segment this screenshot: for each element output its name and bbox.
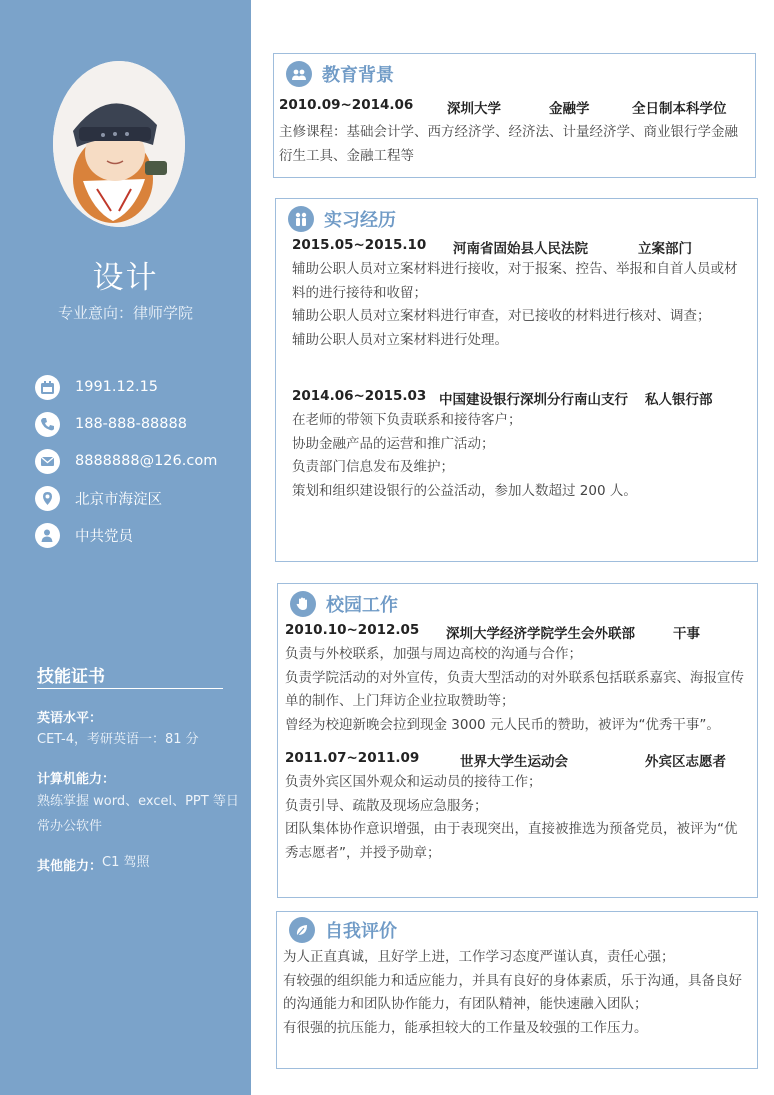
computer-label: 计算机能力： <box>37 772 116 787</box>
avatar <box>53 61 185 227</box>
education-entry-head <box>279 97 749 117</box>
entry-line: 单的制作、上门拜访企业拉取赞助等； <box>285 693 515 709</box>
skills-divider <box>37 688 223 689</box>
birthdate-text: 1991.12.15 <box>75 379 159 395</box>
entry-organization: 中国建设银行深圳分行南山支行 <box>439 392 628 408</box>
campus-section <box>277 583 758 898</box>
entry-date: 2015.05~2015.10 <box>292 237 427 253</box>
other-text: C1 驾照 <box>102 855 150 870</box>
contact-birthdate <box>35 374 158 400</box>
entry-date: 2010.10~2012.05 <box>285 622 420 638</box>
self-evaluation-body <box>283 946 742 1040</box>
entry-line: 协助金融产品的运营和推广活动； <box>292 435 495 452</box>
address-text: 北京市海淀区 <box>75 491 162 508</box>
people-icon <box>288 206 314 232</box>
entry-role: 外宾区志愿者 <box>645 754 726 770</box>
computer-text-2: 常办公软件 <box>37 819 103 834</box>
self-evaluation-header <box>289 917 397 943</box>
entry-line: 策划和组织建设银行的公益活动，参加人数超过 200 人。 <box>292 482 637 499</box>
education-section <box>273 53 756 178</box>
internship-entry-head <box>292 237 752 257</box>
entry-line: 秀志愿者”，并授予勋章； <box>285 844 441 861</box>
entry-line: 辅助公职人员对立案材料进行审查，对已接收的材料进行核对、调查； <box>292 308 711 324</box>
contact-address <box>35 485 162 511</box>
education-major: 金融学 <box>549 101 590 117</box>
entry-line: 负责学院活动的对外宣传，负责大型活动的对外联系包括联系嘉宾、海报宣传 <box>285 669 744 686</box>
email-text: 8888888@126.com <box>75 453 218 469</box>
contact-political-status <box>35 522 133 548</box>
courses-line: 主修课程：基础会计学、西方经济学、经济法、计量经济学、商业银行学金融 <box>279 124 738 140</box>
other-label: 其他能力： <box>37 859 103 874</box>
entry-organization: 河南省固始县人民法院 <box>453 241 588 257</box>
campus-entry-head <box>285 622 750 642</box>
user-icon <box>35 523 60 548</box>
internship-section <box>275 198 758 562</box>
education-school: 深圳大学 <box>447 101 501 117</box>
entry-role: 立案部门 <box>638 241 692 257</box>
education-courses <box>279 121 738 168</box>
contact-phone <box>35 411 187 437</box>
phone-icon <box>35 412 60 437</box>
internship-header <box>288 206 396 232</box>
phone-text: 188-888-88888 <box>75 416 187 432</box>
entry-line: 辅助公职人员对立案材料进行接收，对于报案、控告、举报和自首人员或材 <box>292 261 738 277</box>
entry-line: 负责引导、疏散及现场应急服务； <box>285 797 488 814</box>
contact-email <box>35 448 217 474</box>
political-status-text: 中共党员 <box>75 528 133 545</box>
entry-line: 曾经为校迎新晚会拉到现金 3000 元人民币的赞助，被评为“优秀干事”。 <box>285 716 720 733</box>
evaluation-line: 有较强的组织能力和适应能力，并具有良好的身体素质，乐于沟通，具备良好 <box>283 972 742 989</box>
entry-line: 料的进行接待和收留； <box>292 284 427 301</box>
entry-line: 团队集体协作意识增强，由于表现突出，直接被推选为预备党员，被评为“优 <box>285 821 738 837</box>
avatar-illustration <box>53 61 185 227</box>
entry-organization: 世界大学生运动会 <box>460 754 568 770</box>
education-date: 2010.09~2014.06 <box>279 97 414 113</box>
english-text: CET-4，考研英语一：81 分 <box>37 732 199 747</box>
campus-entry-head <box>285 750 750 770</box>
evaluation-line: 的沟通能力和团队协作能力，有团队精神，能快速融入团队； <box>283 996 648 1012</box>
entry-line: 负责与外校联系，加强与周边高校的沟通与合作； <box>285 646 582 662</box>
graduation-icon <box>286 61 312 87</box>
calendar-icon <box>35 375 60 400</box>
campus-entry-body <box>285 771 738 865</box>
self-evaluation-section <box>276 911 758 1069</box>
entry-role: 干事 <box>673 626 700 642</box>
education-title: 教育背景 <box>322 65 394 86</box>
entry-organization: 深圳大学经济学院学生会外联部 <box>446 626 635 642</box>
entry-date: 2014.06~2015.03 <box>292 388 427 404</box>
courses-line: 衍生工具、金融工程等 <box>279 147 414 164</box>
campus-entry-body <box>285 643 744 737</box>
entry-role: 私人银行部 <box>645 392 713 408</box>
candidate-name: 设计 <box>92 260 159 296</box>
job-intention: 专业意向：律师学院 <box>57 304 193 322</box>
mail-icon <box>35 449 60 474</box>
evaluation-line: 有很强的抗压能力，能承担较大的工作量及较强的工作压力。 <box>283 1019 648 1036</box>
english-label: 英语水平： <box>37 711 103 726</box>
self-evaluation-title: 自我评价 <box>325 921 397 942</box>
hand-icon <box>290 591 316 617</box>
internship-entry-body <box>292 409 637 503</box>
location-icon <box>35 486 60 511</box>
education-header <box>286 61 394 87</box>
internship-entry-head <box>292 388 752 408</box>
entry-line: 在老师的带领下负责联系和接待客户； <box>292 412 522 428</box>
entry-date: 2011.07~2011.09 <box>285 750 420 766</box>
internship-entry-body <box>292 258 738 352</box>
entry-line: 负责部门信息发布及维护； <box>292 459 454 475</box>
computer-text-1: 熟练掌握 word、excel、PPT 等日 <box>37 794 239 809</box>
skills-title: 技能证书 <box>37 667 105 687</box>
sidebar <box>0 0 251 1095</box>
internship-title: 实习经历 <box>324 210 396 231</box>
leaf-icon <box>289 917 315 943</box>
campus-title: 校园工作 <box>326 595 398 616</box>
education-degree: 全日制本科学位 <box>632 101 727 117</box>
entry-line: 辅助公职人员对立案材料进行处理。 <box>292 331 508 348</box>
entry-line: 负责外宾区国外观众和运动员的接待工作； <box>285 774 542 790</box>
evaluation-line: 为人正直真诚，且好学上进，工作学习态度严谨认真，责任心强； <box>283 949 675 965</box>
campus-header <box>290 591 398 617</box>
